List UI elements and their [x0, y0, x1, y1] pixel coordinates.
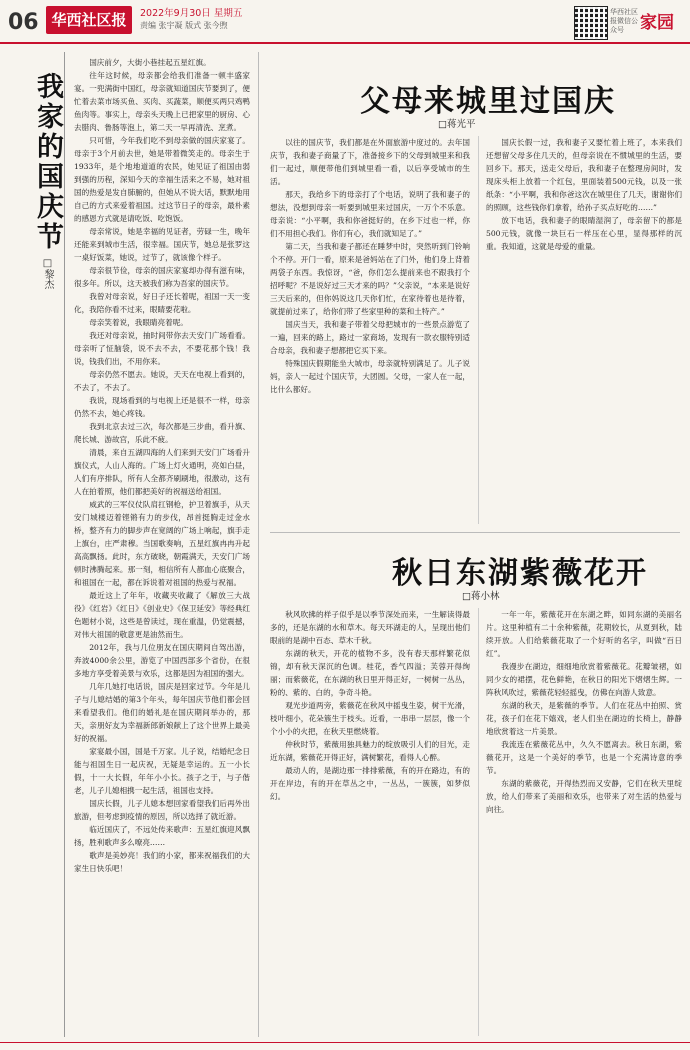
- paragraph: 2012年，我与几位朋友在国庆期间自驾出游，奔波4000余公里，游览了中国西部多个省份，在很多地方享受着美景与欢乐，这都是因为祖国的强大。: [74, 643, 250, 678]
- column-divider: [478, 608, 479, 1036]
- paragraph: 那天，我给乡下的母亲打了个电话，说明了我和妻子的想法，没想到母亲一听要到城里来过国庆，一万个不乐意。母亲说：“小平啊，我和你爸挺好的，在乡下过也一样，你们不用担心我们。你们有心，我们就知足了。”: [270, 190, 470, 238]
- paragraph: 我漫步在湖边，细细地欣赏着紫薇花。花瓣皱褶，如同少女的裙摆，花色鲜艳，在秋日的阳光下熠熠生辉。一阵秋风吹过，紫薇花轻轻摇曳，仿佛在向游人致意。: [486, 662, 682, 697]
- article2-body-col1: [270, 136, 470, 524]
- paragraph: 家宴最小国，国是千万家。儿子说，结婚纪念日能与祖国生日一起庆祝，无疑是幸运的。五一小长假，十一大长假，年年小小长。孩子之于，与子偕老，儿子儿媳相携一起生活，祖国也支持。: [74, 747, 250, 795]
- article3-author: □蒋小林: [462, 591, 500, 602]
- paragraph: 第二天，当我和妻子都还在睡梦中时，突然听到门铃响个不停。开门一看，原来是爸妈站在了门外，他们身上背着两袋子东西。我惊讶，“爸，你们怎么提前来也不跟我打个招呼呢？不是说好过三天才来的吗？”父亲说，“本来是说好三天后来的，但你妈说这几天你们忙，在家待着也是待着，就提前过来了，给你们带了些家里种的菜和土特产。”: [270, 242, 470, 316]
- article3-body-col2: [486, 608, 682, 1036]
- article1-author: □黎杰: [42, 258, 53, 289]
- paragraph: 国庆前夕，大街小巷挂起五星红旗。: [89, 58, 211, 67]
- paragraph: 几年几她打电话说，国庆是回家过节。今年是儿子与儿媳结婚的第3个年头，每年国庆节他们都会回来看望我们。他们的婚礼是在国庆期间举办的，那天，亲朋好友为幸福新郎新娘献上了这个世界上最美好的祝福。: [74, 682, 250, 743]
- article3-title: 秋日东湖紫薇花开: [392, 556, 648, 591]
- paragraph: 往年这时候，母亲都会给我们准备一顿丰盛家宴。一兜满街中国红，母亲就知道国庆节要到了，便忙着去菜市场买鱼、买肉、买蔬菜，顺便买两只鸡鸭鱼肉等。事实上，母亲头天晚上已把家里的厨房、心去腊肉、鲁肠等泡上，第二天一早再清洗、烹煮。: [74, 71, 250, 132]
- article3-body-col1: [270, 608, 470, 1036]
- paragraph: 国庆长假，儿子儿媳本想回家看望我们后再外出旅游，但考虑到疫情的原因，所以选择了就近游。: [74, 799, 250, 821]
- paragraph: 最动人的，是湖边那一排排紫薇，有的开在路边，有的开在岸边，有的开在草丛之中，一丛丛，一簇簇，如梦似幻。: [270, 766, 470, 801]
- qr-code-icon: [574, 6, 608, 40]
- paragraph: 歌声是美妙亮！我们的小家，都来祝福我们的大家生日快乐吧！: [74, 851, 250, 873]
- article1-body: [74, 56, 250, 1036]
- page-number: 06: [8, 10, 39, 35]
- issue-date: 2022年9月30日 星期五: [140, 8, 243, 19]
- paragraph: 仲秋时节，紫薇用独具魅力的绽放吸引人们的目光，走近东湖，紫薇花开得正好，满树繁花，看得人心醉。: [270, 740, 470, 762]
- header-rule: [0, 42, 690, 44]
- paragraph: 母亲常说，她是幸福的见证者，劳碌一生，晚年还能来到城市生活，很幸福。国庆节，她总是张罗这一桌好饭菜，她说，过节了，就该像个样子。: [74, 227, 250, 262]
- paragraph: 以往的国庆节，我们都是在外面旅游中度过的。去年国庆节，我和妻子商量了下，准备接乡下的父母到城里来和我们一起过，顺便带他们到城里看一看，以后享受城市的生活。: [270, 138, 470, 186]
- paragraph: 特殊国庆假期能坐大城市，母亲就特别满足了。儿子说妈，亲人一起过个国庆节，大团圆。父母，一家人在一起，比什么都好。: [270, 359, 470, 394]
- qr-caption: 华西社区报微信公众号: [610, 8, 638, 34]
- article2-author: □蒋光平: [438, 119, 476, 130]
- editor-credits: 责编 张宇凝 版式 张今煦: [140, 21, 228, 30]
- paragraph: 清晨，来自五湖四海的人们来到天安门广场看升旗仪式，人山人海的。广场上灯火通明，亮如白昼，人们有序排队，所有人全都齐刷刷地，很激动，这有人在拍着照，他们都把美好的祝福送给祖国。: [74, 448, 250, 496]
- paragraph: 放下电话，我和妻子的眼睛湿润了，母亲留下的都是500元钱，就像一块巨石一样压在心里，显得那样的沉重。我知道，这就是母爱的重量。: [486, 216, 682, 251]
- paragraph: 一年一年，紫薇花开在东湖之畔，如同东湖的美丽名片。这里种植有二十余种紫薇，花期较长，从夏到秋，陆续开放。人们给紫薇花取了一个好听的名字，叫做“百日红”。: [486, 610, 682, 658]
- paragraph: 我还对母亲说，抽时间带你去天安门广场看看。母亲听了怔脑袋，说不去不去，不要花那个钱！我说，钱我们出，不用你来。: [74, 331, 250, 366]
- column-divider: [478, 136, 479, 524]
- divider: [258, 52, 259, 1037]
- paragraph: 秋风吹拂的样子似乎是以季节深处而来，一生解读得最多的，还是东湖的水和草木。每天环湖走的人，呈现出他们眼前的是湖中百态、草木千秋。: [270, 610, 470, 645]
- article2-body-col2: [486, 136, 682, 524]
- newspaper-logo: 华西社区报: [46, 6, 132, 34]
- issue-info: [140, 8, 242, 32]
- article2-title: 父母来城里过国庆: [360, 84, 616, 119]
- divider: [64, 52, 65, 1037]
- paragraph: 东湖的紫薇花，开得热烈而又安静，它们在秋天里绽放，给人们带来了美丽和欢乐，也带来了对生活的热爱与向往。: [486, 779, 682, 814]
- paragraph: 东湖的秋天，开花的植物不多，没有春天那样繁花似锦，却有秋天深沉的色调。桂花，香气四溢；芙蓉开得绚丽；而紫薇花，在东湖的秋日里开得正好，一树树一丛丛，粉的、紫的、白的，争奇斗艳。: [270, 649, 470, 697]
- paragraph: 母亲笑着说，我眼睛亮着呢。: [89, 318, 188, 327]
- paragraph: 国庆长假一过，我和妻子又要忙着上班了，本来我们还想留父母多住几天的，但母亲说在不惯城里的生活，要回乡下。那天，送走父母后，我和妻子在整理房间时，发现床头柜上放着一个红包，里面装着500元钱，以及一张纸条：“小平啊，我和你爸这次在城里住了几天，谢谢你们的照顾，这些钱你们拿着，给孙子买点好吃的……”: [486, 138, 682, 212]
- paragraph: 最近这上了年年，收藏夹收藏了《解放三大战役》《红岩》《红日》《创业史》《保卫延安》等经典红色题材小说，这些是曾读过，现在重温，仍觉震撼，对伟大祖国的敬意更是油然而生。: [74, 591, 250, 639]
- paragraph: 我到北京去过三次，每次都是三步曲，看升旗、爬长城、游故宫，乐此不疲。: [74, 422, 250, 444]
- paragraph: 我曾对母亲说，好日子还长着呢，祖国一天一变化，我陪你看不过来，眼睛要花啦。: [74, 292, 250, 314]
- paragraph: 威武的三军仪仗队肩扛钢枪，护卫着旗手，从天安门城楼迈着铿锵有力的步伐，昂首挺胸走过金水桥，整齐有力的脚步声在宽阔的广场上响起，旗手走上旗台，庄严肃穆。当国歌奏响，五星红旗冉冉升起高高飘扬。此时，东方破晓，朝霞满天，天安门广场顿时沸腾起来。那一刻，相信所有人都血心底聚合，和祖国在一起，都在诉说着对祖国的热爱与祝福。: [74, 500, 250, 587]
- article1-title: 我家的国庆节: [32, 72, 63, 252]
- paragraph: 母亲仍然不愿去。她说，天天在电视上看到的，不去了，不去了。: [74, 370, 250, 392]
- paragraph: 东湖的秋天，是紫薇的季节。人们在花丛中拍照、赏花，孩子们在花下嬉戏，老人们坐在湖边的长椅上，静静地欣赏着这一片美景。: [486, 701, 682, 736]
- paragraph: 临近国庆了，不远处传来歌声：五星红旗迎风飘扬，胜利歌声多么嘹亮……: [74, 825, 250, 847]
- paragraph: 国庆当天，我和妻子带着父母把城市的一些景点游览了一遍，回来的路上，路过一家商场，发现有一款衣服特别适合母亲，我和妻子想都把它买下来。: [270, 320, 470, 355]
- article-divider: [270, 532, 680, 533]
- paragraph: 我流连在紫薇花丛中，久久不愿离去。秋日东湖，紫薇花开，这是一个美好的季节，也是一个充满诗意的季节。: [486, 740, 682, 775]
- paragraph: 观光步道两旁，紫薇花在秋风中摇曳生姿，树干光滑，枝叶细小，花朵簇生于枝头。近看，一串串一层层，像一个个小小的火把，在秋天里燃烧着。: [270, 701, 470, 736]
- footer-rule: [0, 1042, 690, 1043]
- paragraph: 母亲很节俭，母亲的国庆家宴却办得有滋有味，很多年。所以，这天被我们称为吾家的国庆节。: [74, 266, 250, 288]
- section-name: 家园: [640, 13, 674, 33]
- paragraph: 我说，现场看到的与电视上还是很不一样，母亲仍然不去，她心疼钱。: [74, 396, 250, 418]
- paragraph: 只可惜，今年我们吃不到母亲做的国庆家宴了。母亲于3个月前去世，她是带着微笑走的。母亲生于1933年，是个地地道道的农民，她见证了祖国由弱到强的历程，深知今天的幸福生活来之不易，她对祖国的热爱是发自肺腑的，但她从不说大话，默默地用自己的方式来爱着祖国。过这节日子的母亲，最朴素的感恩方式就是请吃饭、吃饱饭。: [74, 136, 250, 223]
